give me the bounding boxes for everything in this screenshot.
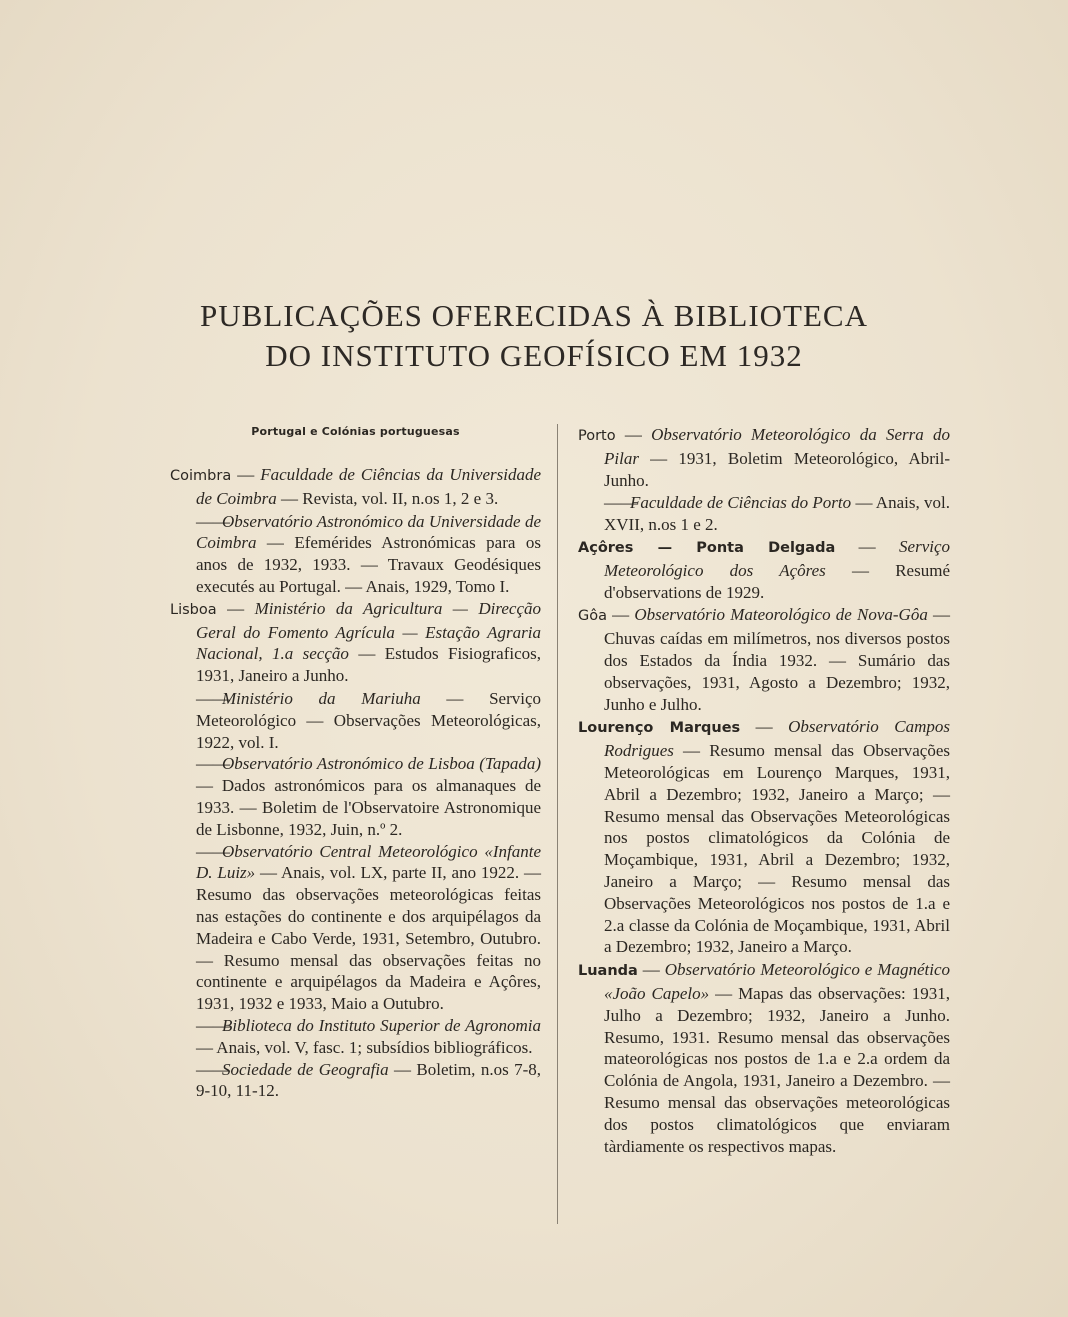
entry-lourenco-marques: Lourenço Marques — Observatório Campos Rodrigues — Resumo mensal das Observações Meteorológicas em Lourenço Marques, 1931, Abril a Dezembro; 1932, Janeiro a Março; — Resumo mensal das Observações Meteorológicas nos postos climatológicos da Colónia de Moçambique, 1931, Abril a Dezembro; 1932, Janeiro a Março; — Resumo mensal das Observações Meteorológicos nos postos de 1.a e 2.a classe da Colónia de Moçambique, 1931, Abril a Dezembro; 1932, Janeiro a Março. [578,717,951,957]
institution-name: Faculdade de Ciências do Porto [630,493,852,513]
entry-text: — Resumo mensal das Observações Meteorológicas em Lourenço Marques, 1931, Abril a Dezembro; 1932, Janeiro a Março; — Resumo mensal das Observações Meteorológicas nos postos climatológicos da Colónia de Moçambique, 1931, Abril a Dezembro; 1932, Janeiro a Março; — Resumo mensal das Observações Meteorológicos nos postos de 1.a e 2.a classe da Colónia de Moçambique, 1931, Abril a Dezembro; 1932, Janeiro a Março. [604,741,951,957]
sub-entry: ——Observatório Central Meteorológico «Infante D. Luiz» — Anais, vol. LX, parte II, ano 1922. — Resumo das observações meteorológicas feitas nas estações do continente e dos arquipélagos da Madeira e Cabo Verde, 1931, Setembro, Outubro. — Resumo mensal das observações feitas no continente e arquipélagos da Madeira e Açôres, 1931, 1932 e 1933, Maio a Outubro. [196,841,542,1014]
entry-text: — Efemérides Astronómicas para os anos de 1932, 1933. — Travaux Geodésiques executés au Portugal. — Anais, 1929, Tomo I. [196,533,541,596]
page-title [0,296,1068,376]
entry-text: — Anais, vol. LX, parte II, ano 1922. — Resumo das observações meteorológicas feitas nas estações do continente e dos arquipélagos da Madeira e Cabo Verde, 1931, Setembro, Outubro. — Resumo mensal das observações feitas no continente e arquipélagos da Madeira e Açôres, 1931, 1932 e 1933, Maio a Outubro. [196,863,542,1014]
section-heading: Portugal e Colónias portuguesas [251,425,460,438]
place-name: Gôa [578,608,607,625]
sub-entry: ——Biblioteca do Instituto Superior de Agronomia — Anais, vol. V, fasc. 1; subsídios bibliográficos. [196,1015,541,1057]
entry-text: — Anais, vol. V, fasc. 1; subsídios bibliográficos. [196,1037,533,1057]
place-name: Luanda [578,963,638,980]
institution-name: Observatório Mateorológico de Nova-Gôa [634,605,928,625]
entry-text: — Dados astronómicos para os almanaques de 1933. — Boletim de l'Observatoire Astronomique de Lisbonne, 1932, Juin, n.º 2. [196,776,541,839]
institution-name: Observatório Central Meteorológico «Infante D. Luiz» [196,841,541,883]
entry-text: — Estudos Fisiograficos, 1931, Janeiro a Junho. [196,644,542,686]
institution-name: Observatório Astronómico de Lisboa (Tapada) [222,754,541,774]
institution-name: Ministério da Agricultura — Direcção Geral do Fomento Agrícula — Estação Agraria Nacional, 1.a secção [196,598,542,664]
sub-entry: ——Faculdade de Ciências do Porto — Anais, vol. XVII, n.os 1 e 2. [604,493,950,535]
title-line-2: DO INSTITUTO GEOFÍSICO EM 1932 [265,338,803,373]
entry-text: — Boletim, n.os 7-8, 9-10, 11-12. [196,1059,541,1101]
column-divider [557,424,558,1224]
institution-name: Serviço Meteorológico dos Açôres [604,536,951,580]
sub-entry: ——Observatório Astronómico de Lisboa (Tapada) — Dados astronómicos para os almanaques de 1933. — Boletim de l'Observatoire Astronomique de Lisbonne, 1932, Juin, n.º 2. [196,754,541,839]
entry-text: — Resumé d'observations de 1929. [604,560,950,602]
entry-text: — Revista, vol. II, n.os 1, 2 e 3. [281,488,499,508]
sub-entry: ——Ministério da Mariuha — Serviço Meteorológico — Observações Meteorológicas, 1922, vol. I. [196,688,541,752]
place-name: Lisboa [170,601,217,618]
entry-luanda: Luanda — Observatório Meteorológico e Magnético «João Capelo» — Mapas das observações: 1931, Julho a Dezembro; 1932, Janeiro a Junho. Resumo, 1931. Resumo mensal das observações mateorológicas nos postos de 1.a e 2.a ordem da Colónia de Angola, 1931, Janeiro a Dezembro. — Resumo mensal das observações meteorológicas dos postos climatológicos que enviaram tàrdiamente os respectivos mapas. [578,960,951,1156]
institution-name: Ministério da Mariuha [222,688,421,708]
entry-coimbra: Coimbra — Faculdade de Ciências da Universidade de Coimbra — Revista, vol. II, n.os 1, 2 e 3. [170,465,542,508]
institution-name: Biblioteca do Instituto Superior de Agronomia [222,1015,541,1035]
entry-text: — 1931, Boletim Meteorológico, Abril-Junho. [604,448,951,490]
entry-goa: Gôa — Observatório Mateorológico de Nova-Gôa — Chuvas caídas em milímetros, nos diversos postos dos Estados da Índia 1932. — Sumário das observações, 1931, Agosto a Dezembro; 1932, Junho e Julho. [578,605,951,714]
place-name: Porto [578,428,616,444]
entry-acores: Açôres — Ponta Delgada — Serviço Meteorológico dos Açôres — Resumé d'observations de 1929. [578,536,951,602]
institution-name: Observatório Meteorológico e Magnético «João Capelo» [604,960,951,1003]
sub-entry: ——Sociedade de Geografia — Boletim, n.os 7-8, 9-10, 11-12. [196,1059,541,1101]
institution-name: Sociedade de Geografia [222,1059,389,1079]
institution-name: Observatório Astronómico da Universidade de Coimbra [196,511,541,553]
left-column [170,424,541,1102]
sub-entry: ——Observatório Astronómico da Universidade de Coimbra — Efemérides Astronómicas para os anos de 1932, 1933. — Travaux Geodésiques executés au Portugal. — Anais, 1929, Tomo I. [196,511,541,596]
place-name: Açôres — Ponta Delgada [578,539,836,556]
title-line-1: PUBLICAÇÕES OFERECIDAS À BIBLIOTECA [200,298,868,333]
entry-text: — Mapas das observações: 1931, Julho a Dezembro; 1932, Janeiro a Junho. Resumo, 1931. Resumo mensal das observações mateorológicas nos postos de 1.a e 2.a ordem da Colónia de Angola, 1931, Janeiro a Dezembro. — Resumo mensal das observações meteorológicas dos postos climatológicos que enviaram tàrdiamente os respectivos mapas. [604,983,950,1156]
place-name: Coimbra [170,468,232,484]
right-column [578,424,950,1158]
entry-text: — Anais, vol. XVII, n.os 1 e 2. [604,493,950,535]
institution-name: Observatório Campos Rodrigues [604,717,950,761]
place-name: Lourenço Marques [578,720,741,737]
entry-lisboa: Lisboa — Ministério da Agricultura — Direcção Geral do Fomento Agrícula — Estação Agraria Nacional, 1.a secção — Estudos Fisiograficos, 1931, Janeiro a Junho. [170,598,542,686]
institution-name: Faculdade de Ciências da Universidade de Coimbra [196,465,542,508]
institution-name: Observatório Meteorológico da Serra do Pilar [604,425,951,468]
entry-text: — Serviço Meteorológico — Observações Meteorológicas, 1922, vol. I. [196,688,541,752]
entry-porto: Porto — Observatório Meteorológico da Serra do Pilar — 1931, Boletim Meteorológico, Abril-Junho. [578,425,951,490]
entry-text: — Chuvas caídas em milímetros, nos diversos postos dos Estados da Índia 1932. — Sumário das observações, 1931, Agosto a Dezembro; 1932, Junho e Julho. [604,605,951,714]
